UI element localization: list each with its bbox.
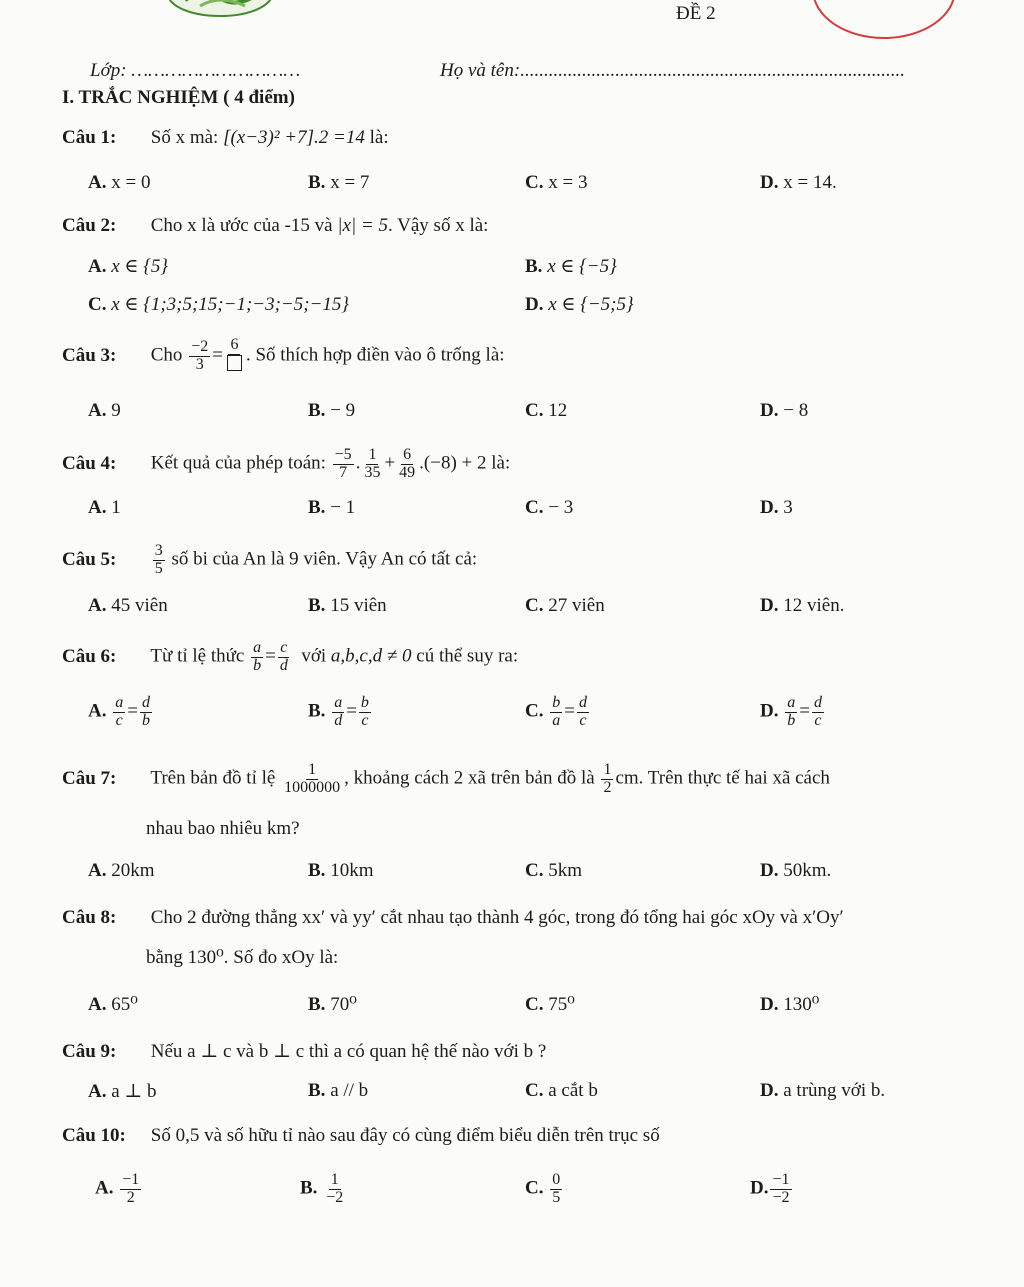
fraction [332,695,344,730]
option-text: 5km [548,860,583,881]
school-logo [160,0,280,20]
fraction [362,447,382,482]
question-text: Kết quả của phép toán: [150,452,326,474]
option-b[interactable] [308,1080,368,1102]
fraction [577,695,589,730]
question-text-end: là: [491,452,511,474]
option-letter: C. [525,1177,544,1199]
option-text: 12 viên. [783,595,845,616]
option-letter: D. [760,400,779,421]
question-2 [62,215,488,237]
option-text: 20km [111,860,155,881]
fraction-denominator: d [279,656,288,674]
option-letter: B. [308,400,326,421]
fraction [812,695,824,730]
question-4: Câu 4: Kết quả của phép toán: $\frac{-5}{7}$ . $\frac{1}{35}$ + $\frac{6}{49}$ .(−8) + 2 là: [62,446,511,481]
question-text: số bi của An là 9 viên. Vậy An có tất cả: [171,548,478,570]
option-letter: D. [760,994,779,1015]
option-letter: C. [525,1080,544,1101]
blank-box [227,355,242,371]
question-9 [62,1040,546,1063]
fraction-denominator: 3 [195,355,204,373]
question-text-end: . Số thích hợp điền vào ô trống là: [245,344,505,366]
question-text: Nếu a ⊥ c và b ⊥ c thì a có quan hệ thế nào với b ? [150,1041,547,1062]
fraction [282,762,342,797]
option-letter: B. [308,172,326,193]
fraction-denominator: c [115,711,123,729]
option-letter: C. [525,497,544,518]
option-text: 45 viên [111,595,168,616]
exam-code: ĐỀ 2 [676,3,716,24]
option-c[interactable] [525,497,573,519]
option-c[interactable] [525,1172,564,1207]
option-text: x = 7 [330,172,370,193]
option-text: x ∈ {1;3;5;15;−1;−3;−5;−15} [111,294,350,315]
fraction-numerator: a [334,694,343,711]
option-letter: D. [760,595,779,616]
option-c[interactable] [525,1080,598,1102]
name-field-label: Họ và tên:................................................................................. [440,60,905,81]
fraction [550,1172,562,1207]
option-c[interactable] [525,860,582,882]
option-letter: D. [750,1177,769,1199]
option-text: x = 3 [548,172,588,193]
fraction-with-blank [225,337,244,376]
option-d[interactable] [760,993,819,1016]
fraction-denominator: −2 [772,1188,790,1206]
option-letter: D. [525,294,544,315]
fraction-denominator: 49 [399,463,416,481]
option-a[interactable] [88,400,121,422]
option-c[interactable] [525,172,587,194]
question-text: Số 0,5 và số hữu tỉ nào sau đây có cùng điểm biểu diễn trên trục số [150,1125,660,1146]
option-a[interactable] [88,595,168,617]
question-8-line2: bằng 130⁰. Số đo xOy là: [146,947,339,968]
question-6: Câu 6: Từ tỉ lệ thức $\frac{a}{b}$ = $\frac{c}{d}$ với a,b,c,d ≠ 0 cú thể suy ra: [62,639,519,674]
option-d[interactable] [525,293,634,316]
option-letter: A. [88,172,107,193]
fraction [278,640,290,675]
option-text: 70⁰ [330,994,357,1015]
option-letter: A. [88,994,107,1015]
fraction [113,695,125,730]
question-text: Cho x là ước của -15 và [150,215,333,236]
fraction-numerator: c [280,639,288,656]
question-expression: .(−8) + 2 [419,452,487,474]
option-d[interactable] [760,1080,885,1102]
option-text: 130⁰ [783,994,820,1015]
fraction-numerator: d [813,694,822,711]
fraction-numerator: d [141,694,150,711]
option-text: a ⊥ b [111,1081,157,1102]
option-letter: A. [88,700,107,722]
option-text: − 1 [330,497,356,518]
option-letter: B. [308,595,326,616]
fraction-numerator: 3 [154,542,163,559]
option-letter: B. [300,1177,318,1199]
option-b[interactable] [300,1172,347,1207]
option-c[interactable] [525,595,605,617]
option-b[interactable] [308,497,355,519]
option-text: a trùng với b. [783,1080,886,1101]
option-c[interactable] [525,400,567,422]
option-letter: C. [525,860,544,881]
fraction-numerator: d [578,694,587,711]
question-number: Câu 4: [62,452,117,474]
option-text: 15 viên [330,595,387,616]
option-letter: B. [308,700,326,722]
question-text-end: . Vậy số x là: [388,215,489,236]
question-number: Câu 7: [62,767,117,789]
fraction-numerator: 1 [330,1171,339,1188]
fraction [770,1172,791,1207]
fraction-denominator: c [814,711,822,729]
fraction-numerator: a [253,639,262,656]
option-letter: B. [525,256,543,277]
option-b[interactable] [308,400,355,422]
fraction-denominator: b [141,711,150,729]
option-text: 27 viên [548,595,605,616]
option-text: a // b [330,1080,369,1101]
option-b[interactable] [308,993,357,1016]
option-d[interactable] [760,595,844,617]
option-letter: B. [308,497,326,518]
fraction [120,1172,141,1207]
fraction-denominator: 5 [552,1188,561,1206]
fraction [601,762,613,797]
question-text: Cho [150,344,183,366]
fraction-denominator: 2 [603,778,612,796]
option-b[interactable] [308,595,387,617]
question-7 [62,762,830,797]
fraction-denominator: b [787,711,796,729]
option-text: 12 [548,400,568,421]
fraction [550,695,562,730]
option-d[interactable] [760,497,793,519]
fraction-numerator: 1 [308,761,317,778]
option-letter: D. [760,172,779,193]
fraction-numerator: 6 [403,446,412,463]
fraction-numerator: −1 [122,1171,140,1188]
option-letter: B. [308,860,326,881]
question-text: Cho 2 đường thẳng xx′ và yy′ cắt nhau tạo thành 4 góc, trong đó tổng hai góc xOy và x′Oy′ [150,907,844,928]
option-a[interactable] [95,1172,143,1207]
option-a[interactable] [88,860,155,882]
option-letter: A. [88,497,107,518]
option-d[interactable] [760,172,837,194]
fraction-numerator: −1 [772,1171,790,1188]
option-letter: A. [88,1081,107,1102]
option-text: − 9 [330,400,356,421]
fraction-denominator: 35 [364,463,381,481]
option-letter: A. [88,860,107,881]
option-a[interactable] [88,172,150,194]
option-c[interactable] [88,293,349,316]
question-text: Từ tỉ lệ thức [150,645,245,667]
fraction [333,447,354,482]
fraction-numerator: 0 [552,1171,561,1188]
question-text-end: là: [369,127,389,148]
option-text: 75⁰ [548,994,575,1015]
option-d[interactable] [760,400,808,422]
question-8 [62,907,844,929]
question-10 [62,1125,660,1147]
fraction-numerator: 1 [368,446,377,463]
fraction [153,543,165,578]
option-a[interactable]: A. $\frac{a}{c}$ = $\frac{d}{b}$ [88,694,150,729]
class-field-label: Lớp: ………………………… [90,60,301,81]
question-text-mid: với [301,645,327,667]
option-text: x = 14. [783,172,837,193]
option-b[interactable] [308,172,369,194]
option-text: 9 [111,400,121,421]
option-text: a cắt b [548,1080,598,1101]
option-text: − 8 [783,400,809,421]
option-letter: A. [88,400,107,421]
option-text: 10km [330,860,374,881]
option-letter: C. [525,700,544,722]
question-text-end: cú thể suy ra: [416,645,519,667]
fraction-denominator: b [253,656,262,674]
question-expression: [(x−3)² +7].2 =14 [223,127,365,148]
fraction-numerator: a [115,694,124,711]
option-text: 65⁰ [111,994,138,1015]
option-letter: A. [95,1177,114,1199]
option-c[interactable] [525,993,575,1016]
fraction-numerator: −2 [191,338,209,355]
question-5 [62,543,477,578]
fraction-denominator: a [552,711,561,729]
fraction-numerator: b [360,694,369,711]
fraction [324,1172,345,1207]
option-letter: C. [525,172,544,193]
question-number: Câu 1: [62,127,117,148]
option-b[interactable]: B. $\frac{a}{d}$ = $\frac{b}{c}$ [308,694,369,729]
fraction [397,447,417,482]
fraction [785,695,797,730]
option-letter: D. [760,1080,779,1101]
option-b[interactable] [525,255,617,278]
option-letter: A. [88,595,107,616]
question-1 [62,127,389,149]
option-letter: C. [525,595,544,616]
question-text-mid: , khoảng cách 2 xã trên bản đồ là [344,767,595,789]
option-letter: B. [308,994,326,1015]
option-d[interactable] [750,1172,794,1207]
fraction [359,695,371,730]
fraction-numerator: b [552,694,561,711]
option-a[interactable] [88,255,168,278]
option-letter: D. [760,497,779,518]
fraction-denominator: d [334,711,343,729]
question-text: Trên bản đồ tỉ lệ [150,767,276,789]
question-number: Câu 10: [62,1125,126,1146]
question-number: Câu 5: [62,548,117,570]
option-letter: D. [760,700,779,722]
option-letter: A. [88,256,107,277]
option-d[interactable] [760,860,831,882]
fraction-numerator: 6 [230,336,239,353]
question-number: Câu 8: [62,907,117,928]
fraction-numerator: 1 [603,761,612,778]
fraction [189,339,210,374]
option-letter: B. [308,1080,326,1101]
option-letter: C. [525,994,544,1015]
fraction-denominator: 7 [339,463,348,481]
option-text: x ∈ {−5;5} [548,294,634,315]
question-expression: |x| = 5 [337,215,388,236]
fraction-denominator: 2 [126,1188,135,1206]
question-text: Số x mà: [150,127,219,148]
option-a[interactable] [88,497,121,519]
option-letter: D. [760,860,779,881]
fraction-denominator: 1000000 [284,778,341,796]
option-text: x ∈ {−5} [547,256,617,277]
fraction-denominator: c [579,711,587,729]
option-text: − 3 [548,497,574,518]
fraction-denominator: 5 [154,559,163,577]
option-text: 3 [783,497,793,518]
question-3: Câu 3: Cho $\frac{-2}{3}$ = 6 . Số thích hợp điền vào ô trống là: [62,337,505,376]
option-a[interactable] [88,993,138,1016]
question-7-line2: nhau bao nhiêu km? [146,818,300,839]
option-c[interactable]: C. $\frac{b}{a}$ = $\frac{d}{c}$ [525,694,587,729]
fraction-numerator: a [787,694,796,711]
option-b[interactable] [308,860,373,882]
option-d[interactable]: D. $\frac{a}{b}$ = $\frac{d}{c}$ [760,694,822,729]
fraction-denominator: −2 [326,1188,344,1206]
question-text-end: cm. Trên thực tế hai xã cách [615,767,830,789]
question-number: Câu 3: [62,344,117,366]
option-text: x ∈ {5} [111,256,168,277]
section-title: I. TRẮC NGHIỆM ( 4 điểm) [62,87,295,108]
fraction-numerator: −5 [334,446,352,463]
option-a[interactable] [88,1080,157,1103]
fraction [140,695,152,730]
fraction [251,640,263,675]
option-text: x = 0 [111,172,151,193]
grade-stamp-circle [812,0,956,39]
fraction-denominator: c [361,711,369,729]
option-letter: C. [525,400,544,421]
question-number: Câu 2: [62,215,117,236]
question-number: Câu 6: [62,645,117,667]
question-condition: a,b,c,d ≠ 0 [330,645,412,667]
option-text: 50km. [783,860,832,881]
question-number: Câu 9: [62,1041,117,1062]
option-letter: C. [88,294,107,315]
option-text: 1 [111,497,121,518]
